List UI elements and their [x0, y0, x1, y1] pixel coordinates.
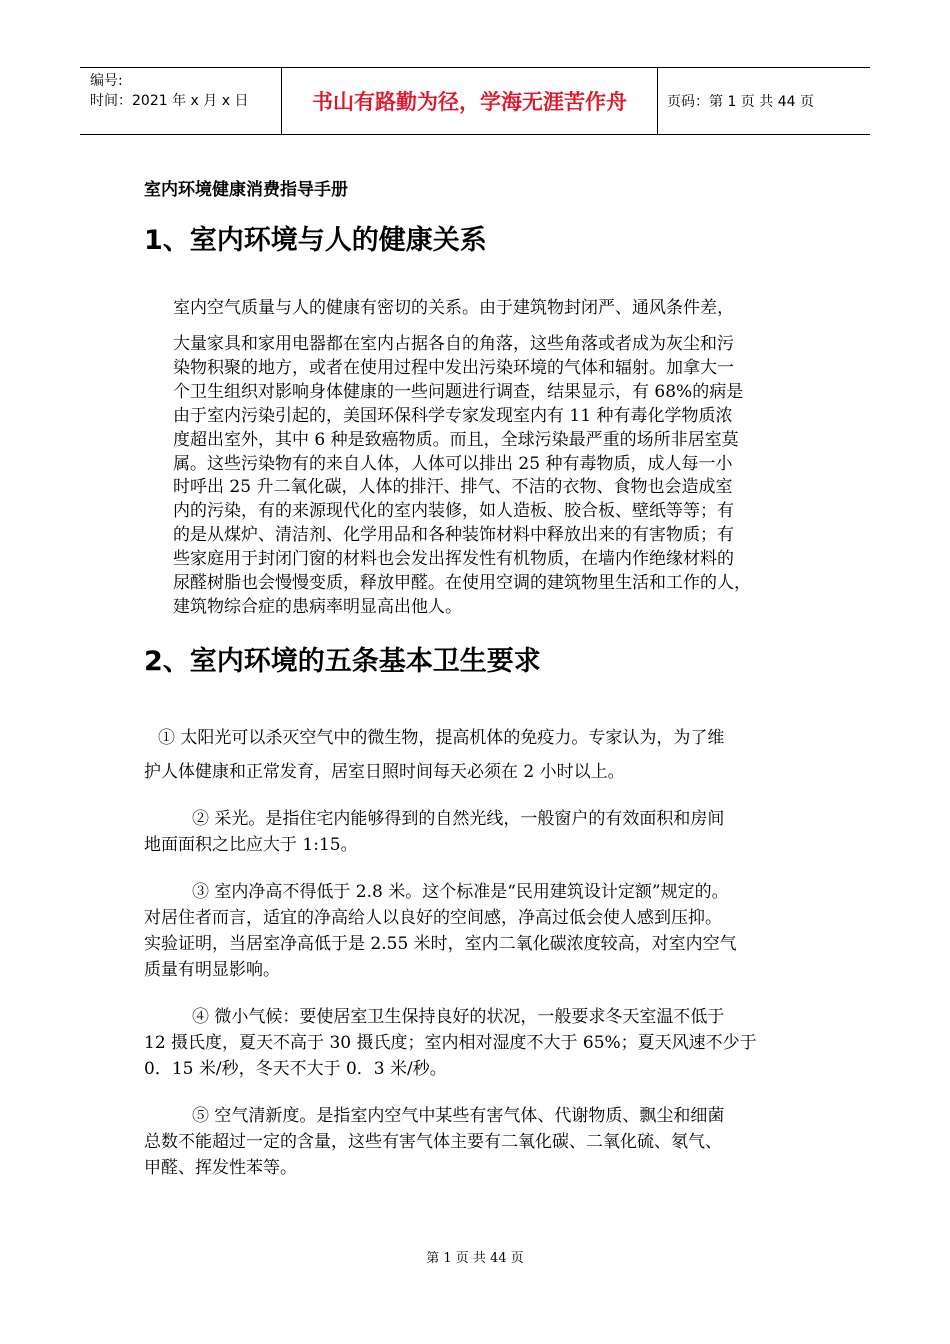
- paragraph-line: 室内空气质量与人的健康有密切的关系。由于建筑物封闭严、通风条件差，: [173, 298, 734, 318]
- requirement-4: [144, 1004, 757, 1082]
- paragraph-line: ③ 室内净高不得低于 2.8 米。这个标准是“民用建筑设计定额”规定的。: [192, 882, 729, 902]
- paragraph-line: ⑤ 空气清新度。是指室内空气中某些有害气体、代谢物质、飘尘和细菌: [192, 1106, 725, 1126]
- paragraph-line: 质量有明显影响。: [144, 960, 280, 980]
- time-label: 时间：2021 年 x 月 x 日: [90, 93, 249, 109]
- paragraph-line: 大量家具和家用电器都在室内占据各自的角落，这些角落或者成为灰尘和污: [173, 334, 734, 354]
- header-page-info: 页码：第 1 页 共 44 页: [667, 94, 814, 110]
- paragraph-line: 总数不能超过一定的含量，这些有害气体主要有二氧化碳、二氧化硫、氡气、: [144, 1132, 722, 1152]
- paragraph-line: 12 摄氏度，夏天不高于 30 摄氏度；室内相对湿度不大于 65%；夏天风速不少于: [144, 1033, 757, 1053]
- section-1-first-line: [173, 296, 734, 320]
- requirement-1: [144, 721, 725, 789]
- paragraph-line: ① 太阳光可以杀灭空气中的微生物，提高机体的免疫力。专家认为，为了维: [158, 728, 725, 748]
- paragraph-line: 属。这些污染物有的来自人体，人体可以排出 25 种有毒物质，成人每一小: [173, 453, 733, 474]
- paragraph-line: 内的污染，有的来源现代化的室内装修，如人造板、胶合板、壁纸等等；有: [173, 501, 734, 522]
- paragraph-line: 0．15 米/秒，冬天不大于 0．3 米/秒。: [144, 1059, 447, 1079]
- paragraph-line: 度超出室外，其中 6 种是致癌物质。而且，全球污染最严重的场所非居室莫: [173, 429, 739, 450]
- paragraph-line: 个卫生组织对影响身体健康的一些问题进行调查，结果显示，有 68%的病是: [173, 381, 744, 402]
- number-label: 编号:: [90, 73, 123, 89]
- paragraph-line: 护人体健康和正常发育，居室日照时间每天必须在 2 小时以上。: [144, 762, 625, 782]
- requirement-3: [144, 879, 737, 983]
- paragraph-line: 甲醛、挥发性苯等。: [144, 1158, 297, 1178]
- paragraph-line: ② 采光。是指住宅内能够得到的自然光线，一般窗户的有效面积和房间: [192, 809, 725, 829]
- paragraph-line: 的是从煤炉、清洁剂、化学用品和各种装饰材料中释放出来的有害物质；有: [173, 525, 734, 546]
- paragraph-line: 建筑物综合症的患病率明显高出他人。: [173, 596, 462, 617]
- section-2-heading: 2、室内环境的五条基本卫生要求: [144, 646, 541, 677]
- paragraph-line: 地面面积之比应大于 1:15。: [144, 835, 358, 855]
- header-motto: 书山有路勤为径，学海无涯苦作舟: [282, 68, 658, 134]
- requirement-2: [144, 806, 724, 858]
- section-1-paragraph: [173, 333, 751, 620]
- paragraph-line: ④ 微小气候：要使居室卫生保持良好的状况，一般要求冬天室温不低于: [192, 1007, 725, 1027]
- paragraph-line: 尿醛树脂也会慢慢变质，释放甲醛。在使用空调的建筑物里生活和工作的人，: [173, 573, 751, 594]
- page-footer: 第 1 页 共 44 页: [426, 1251, 524, 1266]
- paragraph-line: 染物积聚的地方，或者在使用过程中发出污染环境的气体和辐射。加拿大一: [173, 357, 734, 378]
- page-header: [80, 67, 870, 135]
- paragraph-line: 些家庭用于封闭门窗的材料也会发出挥发性有机物质，在墙内作绝缘材料的: [173, 549, 734, 570]
- header-meta: [80, 68, 282, 134]
- section-1-heading: 1、室内环境与人的健康关系: [144, 225, 487, 256]
- requirement-5: [144, 1103, 724, 1181]
- document-title: 室内环境健康消费指导手册: [144, 180, 348, 200]
- paragraph-line: 由于室内污染引起的，美国环保科学专家发现室内有 11 种有毒化学物质浓: [173, 405, 733, 426]
- paragraph-line: 时呼出 25 升二氧化碳，人体的排汗、排气、不洁的衣物、食物也会造成室: [173, 477, 733, 498]
- paragraph-line: 实验证明，当居室净高低于是 2.55 米时，室内二氧化碳浓度较高，对室内空气: [144, 934, 737, 954]
- paragraph-line: 对居住者而言，适宜的净高给人以良好的空间感，净高过低会使人感到压抑。: [144, 908, 722, 928]
